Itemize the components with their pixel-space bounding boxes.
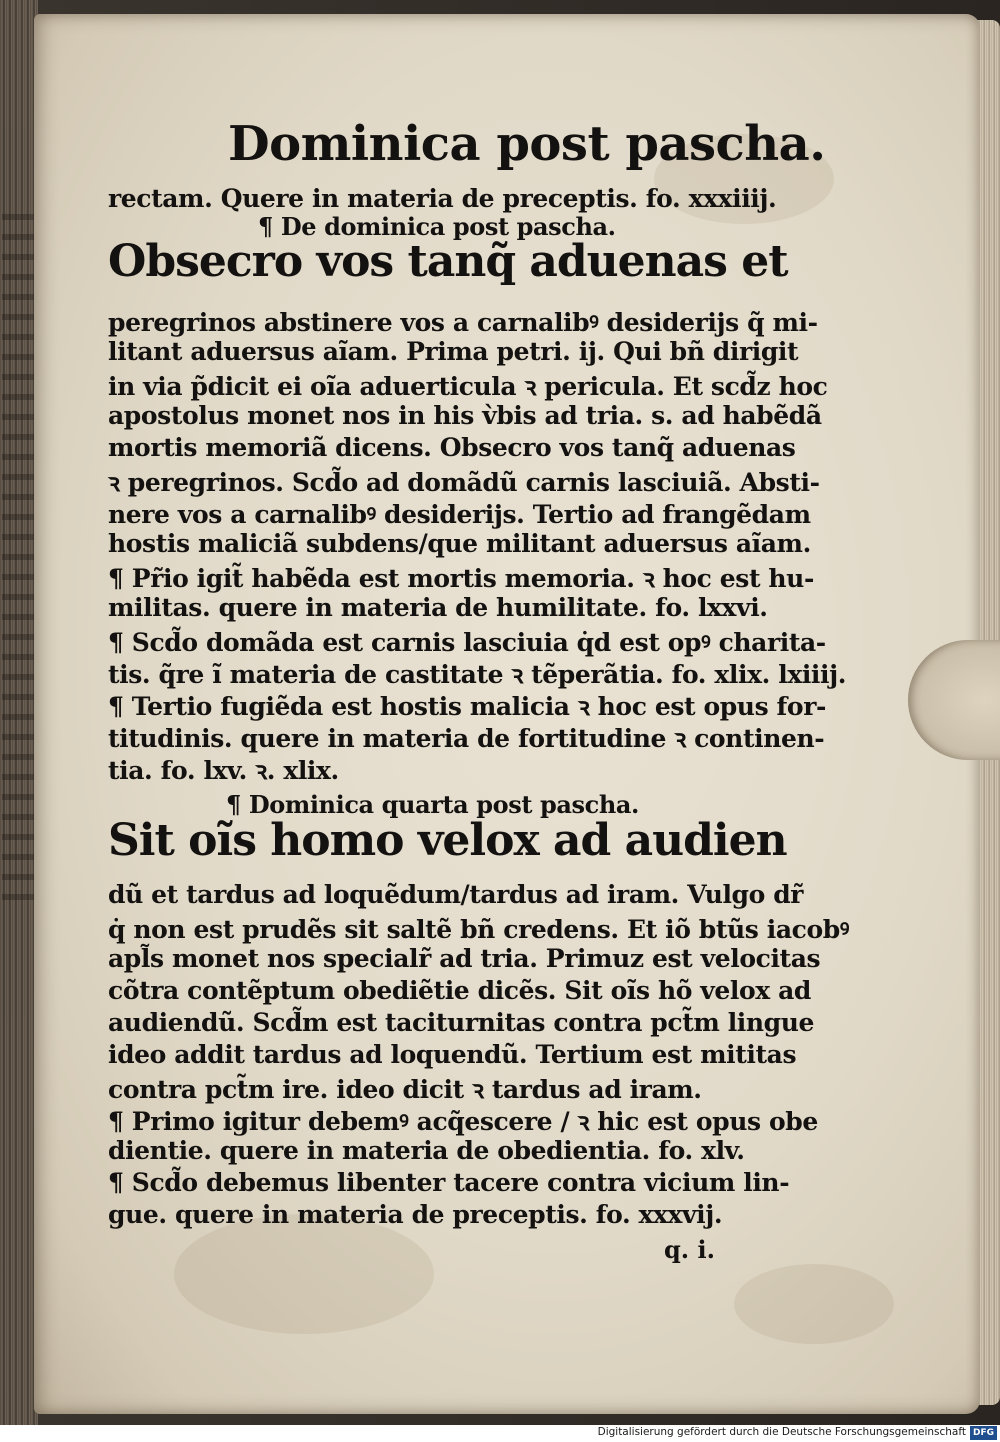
text-line: ¶ Scd̃o debemus libenter tacere contra vicium lin- — [108, 1168, 790, 1197]
paper-stain — [734, 1264, 894, 1344]
text-line: apostolus monet nos in his v̀bis ad tria. s. ad habẽdã — [108, 401, 822, 430]
text-line: gue. quere in materia de preceptis. fo. xxxvij. — [108, 1200, 723, 1229]
text-line: ¶ Pr̃io igit̃ habẽda est mortis memoria. ꝛ hoc est hu- — [108, 564, 814, 593]
text-line: ¶ Tertio fugiẽda est hostis malicia ꝛ hoc est opus for- — [108, 692, 826, 721]
text-line: in via p̃dicit ei oĩa aduerticula ꝛ pericula. Et scd̃z hoc — [108, 372, 828, 401]
funding-credit: Digitalisierung gefördert durch die Deutsche Forschungsgemeinschaft — [597, 1426, 966, 1438]
text-line: tia. fo. lxv. ꝛ. xlix. — [108, 756, 339, 785]
text-line: titudinis. quere in materia de fortitudine ꝛ continen- — [108, 724, 825, 753]
text-line: dientie. quere in materia de obedientia. fo. xlv. — [108, 1136, 745, 1165]
text-line: ¶ Primo igitur debemꝰ acq̃escere / ꝛ hic est opus obe — [108, 1107, 818, 1136]
text-line: ideo addit tardus ad loquendũ. Tertium est mititas — [108, 1040, 797, 1069]
text-line: hostis maliciã subdens/que militant aduersus aĩam. — [108, 529, 811, 558]
text-line: nere vos a carnalibꝰ desiderijs. Tertio ad frangẽdam — [108, 500, 811, 529]
text-line: litant aduersus aĩam. Prima petri. ij. Qui bñ dirigit — [108, 337, 799, 366]
section-heading: ¶ Dominica quarta post pascha. — [226, 790, 640, 819]
text-line: apl̃s monet nos specialr̃ ad tria. Primuz est velocitas — [108, 944, 821, 973]
left-page-edges — [0, 0, 38, 1425]
page-title: Dominica post pascha. — [228, 116, 826, 172]
text-line: ¶ Scd̃o domãda est carnis lasciuia q̇d est opꝰ charita- — [108, 628, 826, 657]
text-line: cõtra contẽptum obediẽtie dicẽs. Sit oĩs hõ velox ad — [108, 976, 811, 1005]
text-line: peregrinos abstinere vos a carnalibꝰ desiderijs q̃ mi- — [108, 308, 818, 337]
text-line: contra pct̃m ire. ideo dicit ꝛ tardus ad iram. — [108, 1075, 702, 1104]
paper-stain — [174, 1214, 434, 1334]
text-line: rectam. Quere in materia de preceptis. fo. xxxiiij. — [108, 184, 777, 213]
footer-bar — [0, 1425, 1000, 1442]
text-line: q̇ non est prudẽs sit saltẽ bñ credens. Et iõ btũs iacobꝰ — [108, 915, 849, 944]
dfg-logo[interactable]: DFG — [970, 1426, 997, 1440]
section-heading: ¶ De dominica post pascha. — [258, 212, 616, 241]
text-line: ꝛ peregrinos. Scd̃o ad domãdũ carnis lasciuiã. Absti- — [108, 468, 820, 497]
text-line: tis. q̃re ĩ materia de castitate ꝛ tẽperãtia. fo. xlix. lxiiij. — [108, 660, 847, 689]
text-line: audiendũ. Scd̃m est taciturnitas contra pct̃m lingue — [108, 1008, 815, 1037]
left-page-bleed-text — [2, 200, 34, 900]
text-line: mortis memoriã dicens. Obsecro vos tanq̃ aduenas — [108, 433, 796, 462]
text-line: dũ et tardus ad loquẽdum/tardus ad iram. Vulgo dr̃ — [108, 880, 804, 909]
lead-line: Obsecro vos tanq̃ aduenas et — [108, 236, 788, 287]
signature-mark: q. i. — [664, 1235, 715, 1264]
lead-line: Sit oĩs homo velox ad audien — [108, 815, 787, 866]
text-line: militas. quere in materia de humilitate. fo. lxxvi. — [108, 593, 768, 622]
